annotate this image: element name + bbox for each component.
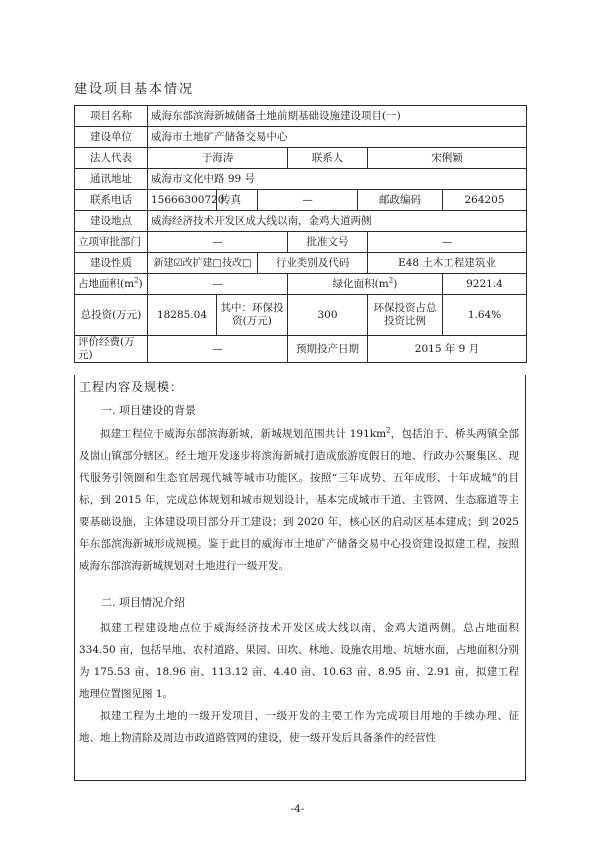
industry-value: E48 土木工程建筑业: [368, 253, 527, 274]
content-box: [74, 375, 526, 781]
approval-dept-value: —: [148, 232, 288, 253]
paragraph-background: 拟建工程位于威海东部滨海新城，新城规划范围共计 $191km^2$，包括泊于、桥头两镇全部及崮山镇部分辖区。经土地开发逐步将滨海新城打造成旅游度假日的地、行政办公聚集区、现代服务引领圈和生态宜居现代城等城市功能区。按照“三年成势、五年成形、十年成城”的目标，到 2015 年，完成总体规划和城市规划设计，基本完成城市干道、主管网、生态廊道等主要基础设施，主体建设项目部分开工建设；到 2020 年，核心区的启动区基本建成；到 2025 年东部滨海新城形成规模。鉴于此目的威海市土地矿产储备交易中心投资建设拟建工程，按照威海东部滨海新城规划对土地进行一级开发。: [79, 426, 520, 572]
fax-value: —: [258, 190, 358, 211]
paragraph-development: 拟建工程为土地的一级开发项目，一级开发的主要工作为完成项目用地的手续办理、征地、地上物清除及周边市政道路管网的建设，使一级开发后具备条件的经营性: [79, 710, 519, 744]
approval-no-value: —: [368, 232, 527, 253]
phone-value: 15666300720: [148, 190, 217, 211]
invest-label: 总投资(万元): [75, 295, 148, 336]
page-title: 建设项目基本情况: [74, 82, 195, 97]
start-date-label: 预期投产日期: [288, 336, 368, 363]
env-ratio-label: 环保投资占总投资比例: [368, 295, 443, 336]
eval-fee-value: —: [148, 336, 288, 363]
start-date-value: 2015 年 9 月: [368, 336, 527, 363]
area-value: —: [148, 274, 288, 295]
nature-value: 新建☑改扩建□技改□: [148, 253, 258, 274]
contact-label: 联系人: [288, 148, 368, 169]
postcode-label: 邮政编码: [358, 190, 443, 211]
legal-value: 于海涛: [148, 148, 288, 169]
project-name-value: 威海东部滨海新城储备土地前期基础设施建设项目(一): [148, 106, 527, 127]
invest-value: 18285.04: [148, 295, 217, 336]
approval-dept-label: 立项审批部门: [75, 232, 148, 253]
unit-value: 威海市土地矿产储备交易中心: [148, 127, 527, 148]
phone-label: 联系电话: [75, 190, 148, 211]
site-value: 威海经济技术开发区成大线以南，金鸡大道两侧: [148, 211, 527, 232]
green-value: 9221.4: [443, 274, 527, 295]
paragraph-site: 拟建工程建设地点位于威海经济技术开发区成大线以南，金鸡大道两侧。总占地面积 334.50 亩，包括旱地、农村道路、果园、田坎、林地、设施农用地、坑塘水面，占地面积分别为 175.53 亩、18.96 亩、113.12 亩、4.40 亩、10.63 亩、8.95 亩、2.91 亩，拟建工程地理位置图见图 1。: [79, 622, 519, 700]
approval-no-label: 批准文号: [288, 232, 368, 253]
page-number: -4-: [290, 803, 305, 815]
env-invest-value: 300: [288, 295, 368, 336]
env-invest-label: 其中：环保投资(万元): [217, 295, 288, 336]
address-label: 通讯地址: [75, 169, 148, 190]
green-label: 绿化面积$(m^2)$: [288, 274, 443, 295]
project-name-label: 项目名称: [75, 106, 148, 127]
nature-label: 建设性质: [75, 253, 148, 274]
address-value: 威海市文化中路 99 号: [148, 169, 527, 190]
site-label: 建设地点: [75, 211, 148, 232]
section2-title: 二. 项目情况介绍: [101, 596, 185, 609]
content-heading: 工程内容及规模：: [79, 380, 184, 394]
unit-label: 建设单位: [75, 127, 148, 148]
postcode-value: 264205: [443, 190, 527, 211]
project-info-table: [74, 105, 527, 363]
eval-fee-label: 评价经费(万元): [75, 336, 148, 363]
fax-label: 传真: [217, 190, 258, 211]
area-label: 占地面积$(m^2)$: [75, 274, 148, 295]
contact-value: 宋俐颖: [368, 148, 527, 169]
section1-title: 一. 项目建设的背景: [101, 404, 196, 417]
legal-label: 法人代表: [75, 148, 148, 169]
industry-label: 行业类别及代码: [258, 253, 368, 274]
env-ratio-value: 1.64%: [443, 295, 527, 336]
